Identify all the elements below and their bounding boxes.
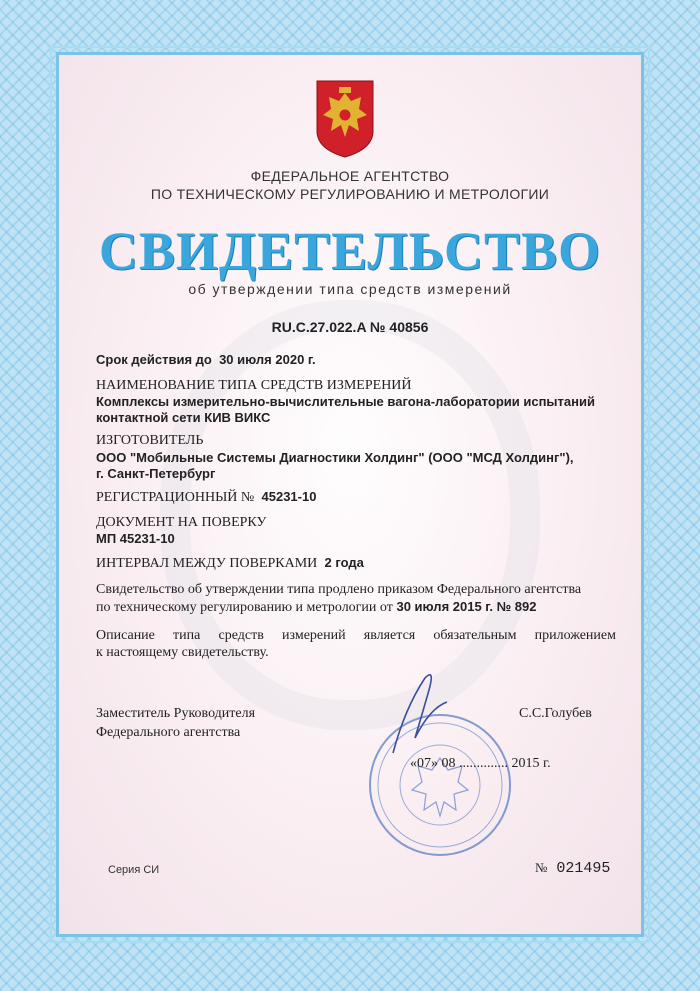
instrument-name-line-2: контактной сети КИВ ВИКС (96, 410, 271, 425)
description-line-1: Описание типа средств измерений является обязательным приложением (96, 628, 616, 643)
registration-number: RU.C.27.022.A № 40856 (271, 319, 429, 335)
manufacturer-line-1: ООО "Мобильные Системы Диагностики Холдинг" (ООО "МСД Холдинг"), (96, 450, 574, 465)
registry-label: РЕГИСТРАЦИОННЫЙ № (96, 490, 255, 505)
signatory-position (96, 704, 255, 742)
coat-of-arms-icon (315, 79, 375, 159)
signatory-position-line-2: Федерального агентства (96, 725, 241, 740)
agency-line-1: ФЕДЕРАЛЬНОЕ АГЕНТСТВО (250, 168, 450, 184)
instrument-name-line-1: Комплексы измерительно-вычислительные вагона-лаборатории испытаний (96, 394, 595, 409)
date-day: 07 (417, 756, 431, 771)
registry-value: 45231-10 (261, 489, 317, 504)
date-year: 2015 г. (511, 756, 551, 771)
extension-order-date: 30 июля 2015 г. № 892 (396, 599, 537, 614)
extension-line-2 (96, 598, 616, 616)
verification-doc-label: ДОКУМЕНТ НА ПОВЕРКУ (96, 515, 267, 530)
signatory-position-line-1: Заместитель Руководителя (96, 706, 256, 721)
extension-line-1: Свидетельство об утверждении типа продлено приказом Федерального агентства (96, 582, 582, 597)
certificate-subtitle: об утверждении типа средств измерений (188, 281, 512, 297)
manufacturer-label: ИЗГОТОВИТЕЛЬ (96, 433, 204, 448)
handwritten-signature-icon (385, 668, 455, 758)
interval-row (96, 554, 616, 572)
certificate-title: СВИДЕТЕЛЬСТВО (98, 221, 602, 281)
signatory-name: С.С.Голубев (519, 706, 592, 721)
interval-label: ИНТЕРВАЛ МЕЖДУ ПОВЕРКАМИ (96, 556, 318, 571)
series-label: Серия СИ (108, 864, 160, 876)
validity-label: Срок действия до (96, 352, 212, 367)
validity-row (96, 351, 616, 368)
verification-doc-value: МП 45231-10 (96, 531, 175, 546)
serial-number-value: 021495 (556, 860, 611, 877)
serial-no-sign: № (535, 860, 548, 875)
instrument-label: НАИМЕНОВАНИЕ ТИПА СРЕДСТВ ИЗМЕРЕНИЙ (96, 378, 412, 393)
signing-date: «07» 08 .............. 2015 г. (410, 756, 551, 771)
serial-number (535, 860, 610, 877)
manufacturer-line-2: г. Санкт-Петербург (96, 466, 216, 481)
registry-row (96, 488, 616, 506)
description-line-2: к настоящему свидетельству. (96, 645, 269, 660)
agency-line-2: ПО ТЕХНИЧЕСКОМУ РЕГУЛИРОВАНИЮ И МЕТРОЛОГИИ (150, 186, 550, 202)
interval-value: 2 года (324, 555, 364, 570)
date-month: 08 (441, 756, 456, 771)
extension-line-2-text: по техническому регулированию и метрологии от (96, 600, 393, 615)
validity-value: 30 июля 2020 г. (219, 352, 316, 367)
